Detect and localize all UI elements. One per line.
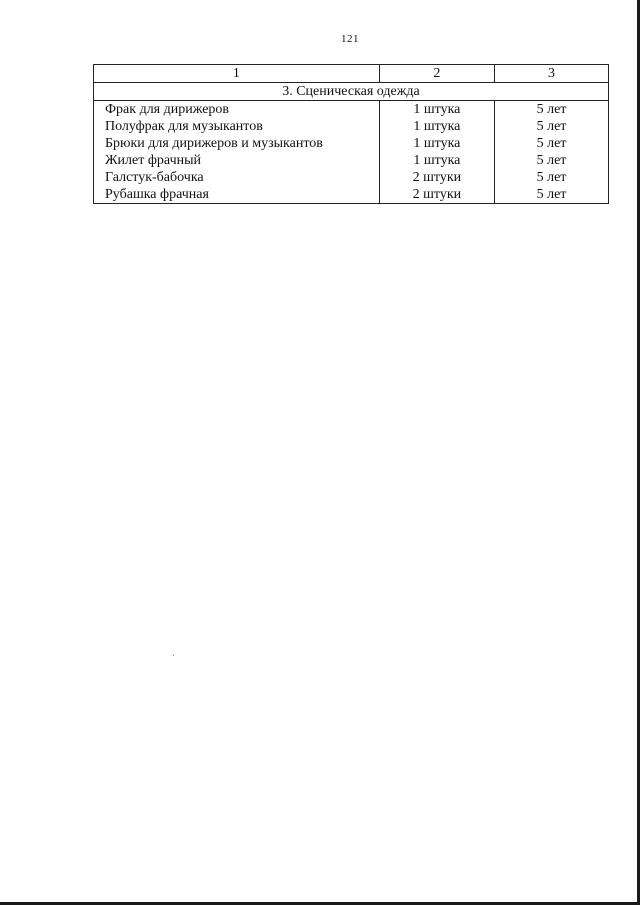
table-row [94,169,609,186]
item-quantity: 1 штука [379,118,494,135]
section-title: 3. Сценическая одежда [94,83,609,101]
column-header-1: 1 [94,65,380,83]
page-number: 121 [341,33,359,45]
item-name: Брюки для дирижеров и музыкантов [94,135,380,152]
item-name: Рубашка фрачная [94,186,380,204]
item-term: 5 лет [494,101,608,119]
item-term: 5 лет [494,118,608,135]
item-name: Галстук-бабочка [94,169,380,186]
scan-speck [173,655,174,656]
item-term: 5 лет [494,135,608,152]
column-header-2: 2 [379,65,494,83]
item-quantity: 1 штука [379,101,494,119]
item-term: 5 лет [494,186,608,204]
section-row [94,83,609,101]
clothing-table [93,64,609,204]
item-quantity: 2 штуки [379,169,494,186]
item-quantity: 1 штука [379,135,494,152]
table-header-row [94,65,609,83]
table-row [94,186,609,204]
item-term: 5 лет [494,152,608,169]
item-quantity: 1 штука [379,152,494,169]
item-name: Полуфрак для музыкантов [94,118,380,135]
table-row [94,118,609,135]
item-name: Жилет фрачный [94,152,380,169]
table-row [94,152,609,169]
item-term: 5 лет [494,169,608,186]
table-row [94,101,609,119]
column-header-3: 3 [494,65,608,83]
item-name: Фрак для дирижеров [94,101,380,119]
table-row [94,135,609,152]
item-quantity: 2 штуки [379,186,494,204]
